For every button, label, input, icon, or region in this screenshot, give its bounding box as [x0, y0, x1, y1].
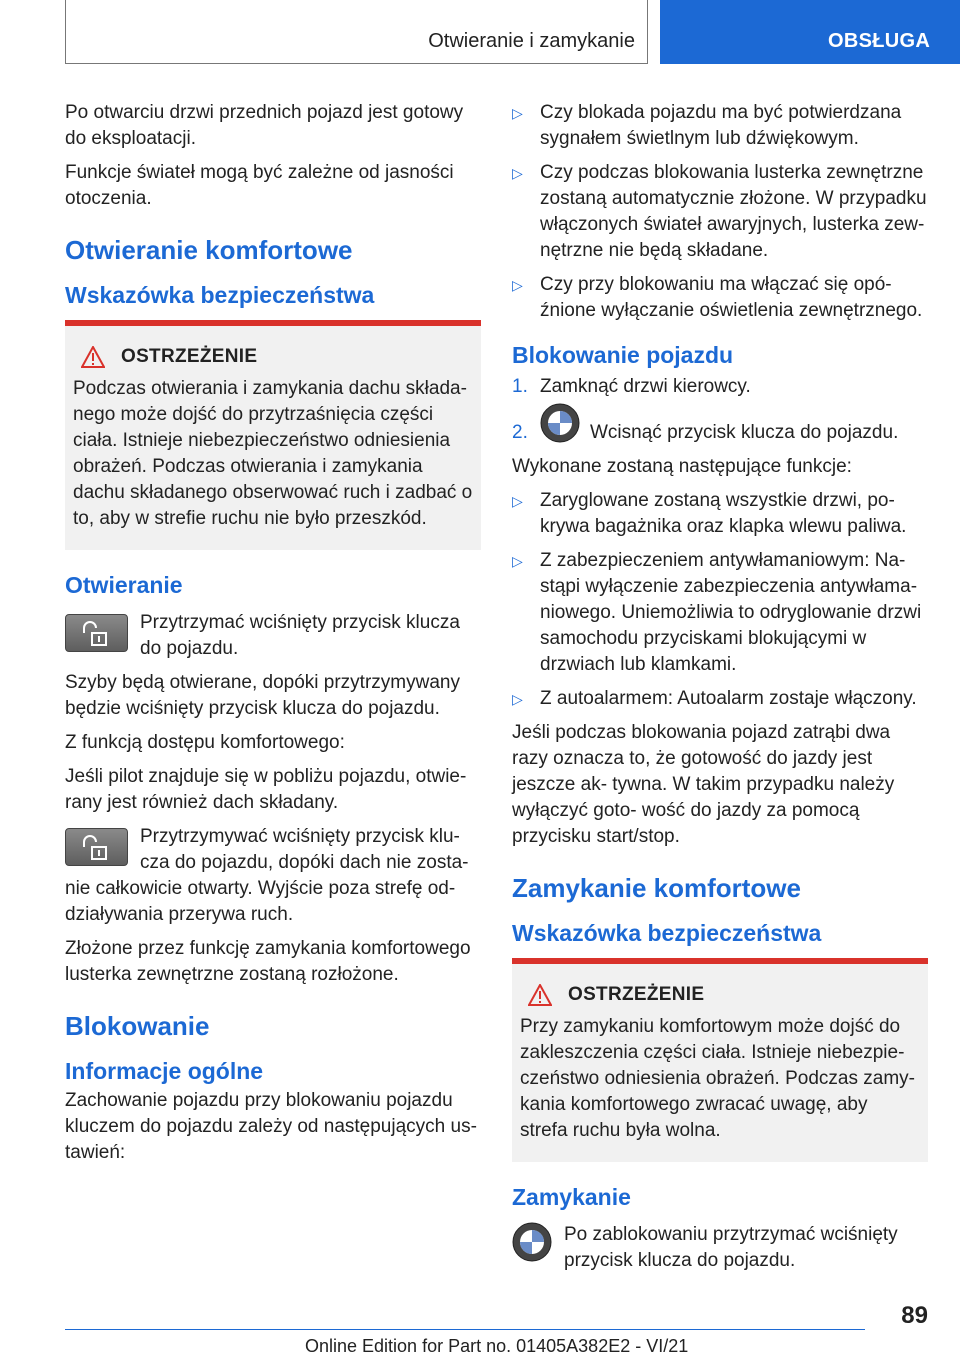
intro-paragraph-1: Po otwarciu drzwi przednich pojazd jest gotowy do eksploatacji. [65, 102, 464, 149]
list-item: ▷ Czy podczas blokowania lusterka zewnętrzne zostaną automatycznie złożone. W przypadku włączonych świateł awaryjnych, lusterka zew- nętrzne nie będą składane. [512, 160, 928, 264]
warning-title: OSTRZEŻENIE [121, 346, 258, 367]
intro-paragraph-2: Funkcje świateł mogą być zależne od jasności otoczenia. [65, 162, 454, 209]
bmw-logo-key-icon [540, 403, 580, 443]
heading-safety-note-2: Wskazówka bezpieczeństwa [512, 920, 822, 946]
heading-comfort-closing: Zamykanie komfortowe [512, 873, 801, 903]
heading-closing: Zamykanie [512, 1184, 631, 1210]
paragraph-pilot: Jeśli pilot znajduje się w pobliżu pojazdu, otwie- rany jest również dach składany. [65, 766, 467, 813]
warning-text-2: Przy zamykaniu komfortowym może dojść do zakleszczenia części ciała. Istnieje niebezpie- czeństwo odniesienia obrażeń. Podczas zamy- kania komfortowego zwracać uwagę, aby strefa ruchu była wolna. [520, 1016, 915, 1141]
bullet-triangle-icon: ▷ [512, 493, 523, 509]
edition-note: Online Edition for Part no. 01405A382E2 - VI/21 [305, 1336, 689, 1356]
chapter-tab [660, 0, 960, 64]
unlock-key-button-icon [65, 614, 128, 652]
header-box [65, 0, 648, 64]
paragraph-horn: Jeśli podczas blokowania pojazd zatrąbi dwa razy oznacza to, że gotowość do jazdy jest jeszcze ak- tywna. W takim przypadku należy wyłączyć goto- wość do jazdy za pomocą przycisku start/stop. [512, 722, 895, 847]
paragraph-general: Zachowanie pojazdu przy blokowaniu pojazdu kluczem do pojazdu zależy od następujących us- tawień: [65, 1090, 477, 1163]
key-instruction-1 [65, 610, 481, 662]
list-item: ▷ Zaryglowane zostaną wszystkie drzwi, po- krywa bagażnika oraz klapka wlewu paliwa. [512, 488, 928, 540]
step-2: 2. Wcisnąć przycisk klucza do pojazdu. [512, 408, 928, 446]
heading-comfort-opening: Otwieranie komfortowe [65, 235, 353, 265]
closing-instruction [512, 1222, 928, 1282]
list-item: ▷ Czy przy blokowaniu ma włączać się opó- źnione wyłączanie oświetlenia zewnętrznego. [512, 272, 928, 324]
warning-triangle-icon [528, 984, 552, 1006]
footer-divider [65, 1329, 865, 1330]
warning-title-2: OSTRZEŻENIE [568, 984, 705, 1005]
bullet-triangle-icon: ▷ [512, 691, 523, 707]
paragraph-comfort-access: Z funkcją dostępu komfortowego: [65, 732, 345, 753]
paragraph-functions: Wykonane zostaną następujące funkcje: [512, 456, 852, 477]
heading-safety-note: Wskazówka bezpieczeństwa [65, 282, 375, 308]
heading-lock-vehicle: Blokowanie pojazdu [512, 342, 734, 368]
bmw-logo-key-icon [512, 1222, 552, 1262]
heading-opening: Otwieranie [65, 572, 183, 598]
paragraph-closing: Po zablokowaniu przytrzymać wciśnięty przycisk klucza do pojazdu. [564, 1224, 898, 1271]
left-column [65, 100, 481, 1174]
bullet-triangle-icon: ▷ [512, 105, 523, 121]
page-number: 89 [901, 1302, 928, 1329]
bullet-triangle-icon: ▷ [512, 277, 523, 293]
list-item: ▷ Z zabezpieczeniem antywłamaniowym: Na- stąpi wyłączenie zabezpieczenia antywłama- niowego. Uniemożliwia to odryglowanie drzwi samochodu przyciskami blokującymi w drzwiach lub klamkami. [512, 548, 928, 678]
warning-text: Podczas otwierania i zamykania dachu składa- nego może dojść do przytrzaśnięcia części ciała. Istnieje niebezpieczeństwo odniesienia obrażeń. Podczas otwierania i zamykania dachu składanego obserwować ruch i zadbać o to, aby w strefie ruchu nie było przeszkód. [73, 378, 473, 529]
section-title: Otwieranie i zamykanie [428, 30, 635, 52]
warning-box-2 [512, 958, 928, 1162]
bullet-triangle-icon: ▷ [512, 165, 523, 181]
heading-general-info: Informacje ogólne [65, 1058, 264, 1084]
warning-box [65, 320, 481, 550]
heading-locking: Blokowanie [65, 1011, 210, 1041]
key-instruction-1-text: Przytrzymać wciśnięty przycisk klucza do pojazdu. [140, 612, 460, 659]
step-1: 1. Zamknąć drzwi kierowcy. [512, 376, 751, 397]
paragraph-mirrors: Złożone przez funkcję zamykania komfortowego lusterka zewnętrzne zostaną rozłożone. [65, 938, 471, 985]
bullet-triangle-icon: ▷ [512, 553, 523, 569]
warning-triangle-icon [81, 346, 105, 368]
list-item: ▷ Z autoalarmem: Autoalarm zostaje włączony. [512, 686, 928, 712]
right-column [512, 100, 928, 1282]
chapter-tab-label: OBSŁUGA [828, 30, 931, 52]
key-instruction-2-text: Przytrzymywać wciśnięty przycisk klu- cza do pojazdu, dopóki dach nie zosta- nie całkowicie otwarty. Wyjście poza strefę od- działywania przerywa ruch. [65, 826, 469, 925]
list-item: ▷ Czy blokada pojazdu ma być potwierdzana sygnałem świetlnym lub dźwiękowym. [512, 100, 928, 152]
paragraph-windows: Szyby będą otwierane, dopóki przytrzymywany będzie wciśnięty przycisk klucza do pojazdu. [65, 672, 460, 719]
key-instruction-2 [65, 824, 481, 928]
unlock-key-button-icon [65, 828, 128, 866]
